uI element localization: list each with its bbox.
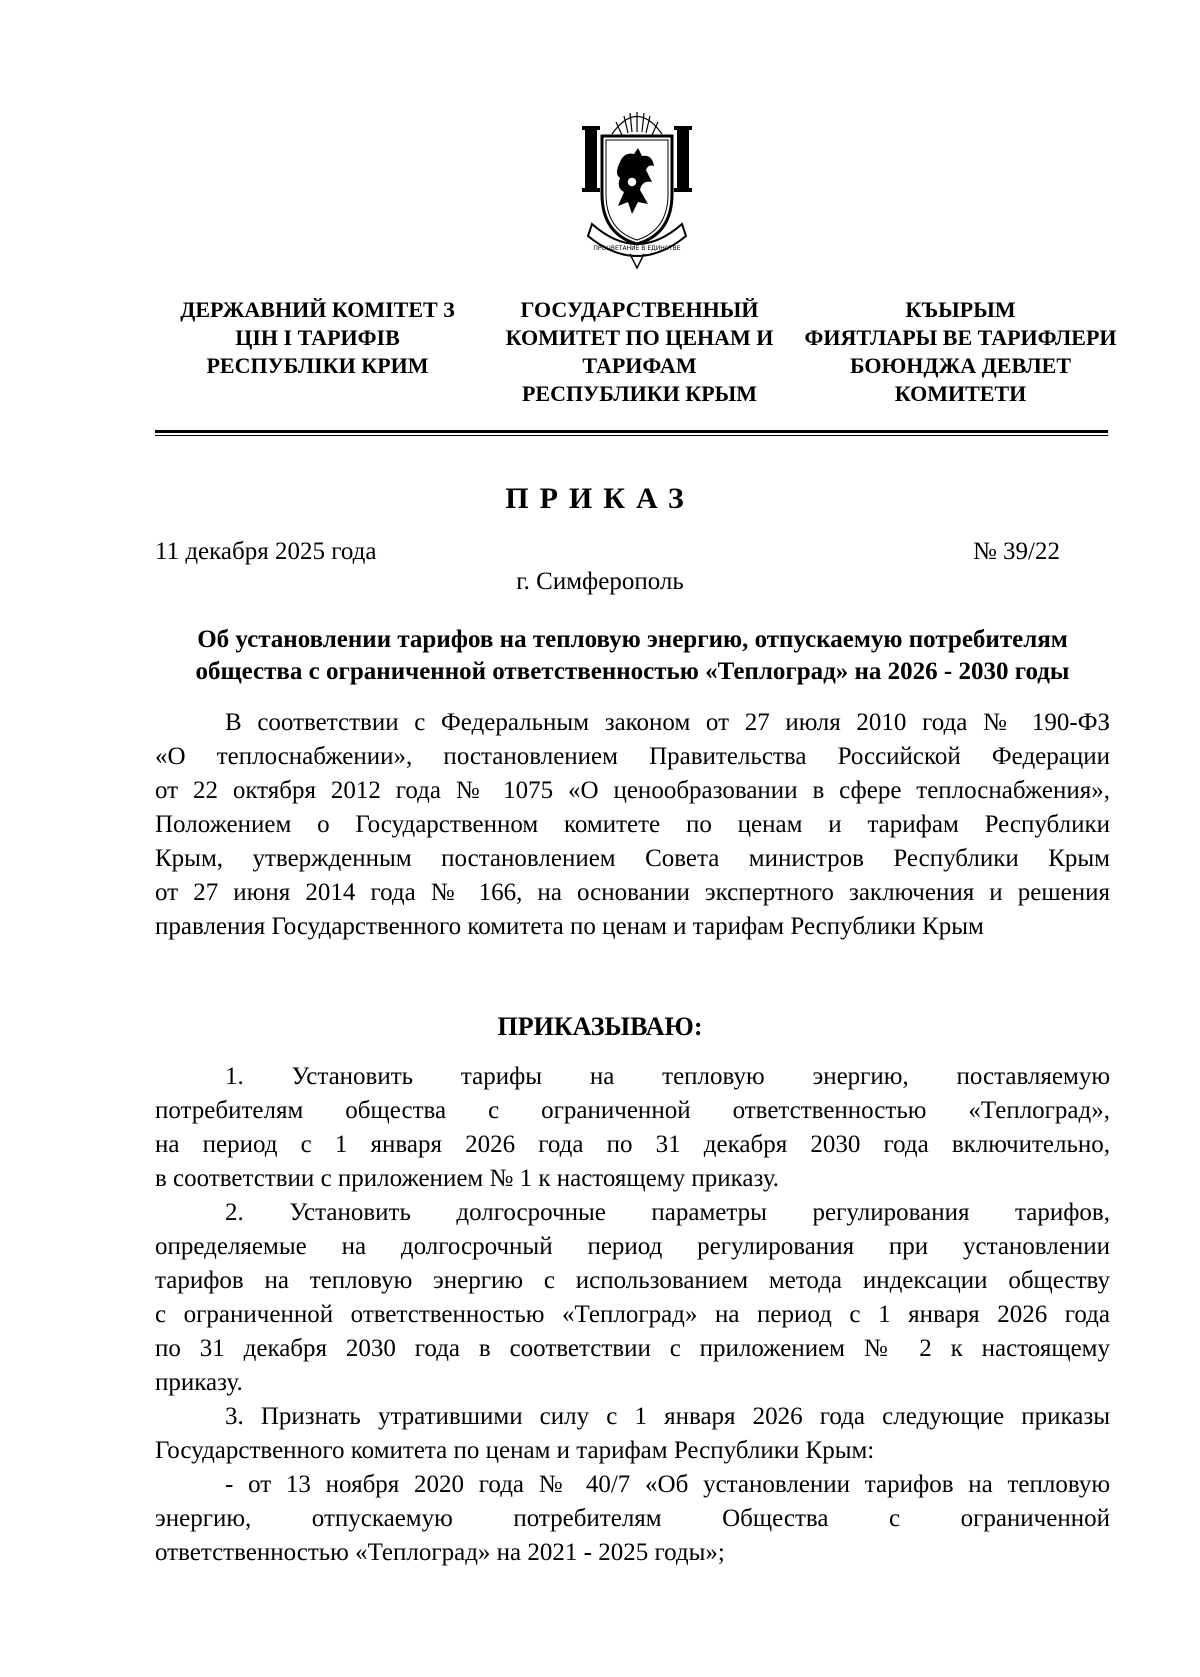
document-date: 11 декабря 2025 года — [155, 538, 377, 565]
header-divider-thick — [155, 430, 1108, 433]
item-1: 1. Установить тарифы на тепловую энергию, поставляемую — [225, 1063, 1110, 1090]
org-name-russian: ГОСУДАРСТВЕННЫЙ КОМИТЕТ ПО ЦЕНАМ И ТАРИФАМ РЕСПУБЛИКИ КРЫМ — [505, 297, 774, 406]
coat-of-arms-emblem — [572, 104, 702, 274]
document-city: г. Симферополь — [516, 568, 684, 595]
preamble-paragraph: В соответствии с Федеральным законом от 27 июля 2010 года № 190-ФЗ «О теплоснабжении», постановлением Правительства Российской Федерации от 22 октября 2012 года № 1075 «О ценообразовании в сфере теплоснабжения», Положением о Государственном комитете по ценам и тарифам Республики Крым, утвержденным постановлением Совета министров Республики Крым от 27 июня 2014 года № 166, на основании экспертного заключения и решения правления Государственного комитета по ценам и тарифам Республики Крым — [155, 709, 1110, 940]
document-subject: Об установлении тарифов на тепловую энергию, отпускаемую потребителям общества с ограниченной ответственностью «Теплоград» на 2026 - 2030 годы — [195, 626, 1070, 685]
org-name-crimean-tatar: КЪЫРЫМ ФИЯТЛАРЫ ВЕ ТАРИФЛЕРИ БОЮНДЖА ДЕВЛЕТ КОМИТЕТИ — [804, 297, 1117, 406]
header-divider-thin — [155, 435, 1108, 436]
item-2: 2. Установить долгосрочные параметры регулирования тарифов, — [225, 1199, 1110, 1226]
item-3-sub: - от 13 ноября 2020 года № 40/7 «Об установлении тарифов на тепловую — [225, 1471, 1110, 1498]
order-heading: ПРИКАЗЫВАЮ: — [497, 1012, 703, 1041]
emblem-ribbon-text: ПРОЦВЕТАНИЕ В ЕДИНСТВЕ — [593, 245, 681, 252]
org-name-ukrainian: ДЕРЖАВНИЙ КОМІТЕТ З ЦІН І ТАРИФІВ РЕСПУБЛІКИ КРИМ — [180, 297, 455, 378]
document-title: ПРИКАЗ — [505, 482, 695, 515]
order-items: 1. Установить тарифы на тепловую энергию, поставляемую потребителям общества с ограниченной ответственностью «Теплоград», на период с 1 января 2026 года по 31 декабря 2030 года включительно, в соответствии с приложением № 1 к настоящему приказу. 2. Установить долгосрочные параметры регулирования тарифов, определяемые на долгосрочный период регулирования при установлении тарифов на тепловую энергию с использованием метода индексации обществу с ограниченной ответственностью «Теплоград» на период с 1 января 2026 года по 31 декабря 2030 года в соответствии с приложением № 2 к настоящему приказу. 3. Признать утратившими силу с 1 января 2026 года следующие приказы Государственного комитета по ценам и тарифам Республики Крым: - от 13 ноября 2020 года № 40/7 «Об установлении тарифов на тепловую энергию, отпускаемую потребителям Общества с ограниченной ответственностью «Теплоград» на 2021 - 2025 годы»; — [155, 1060, 1110, 1570]
document-number: № 39/22 — [972, 538, 1060, 565]
item-3: 3. Признать утратившими силу с 1 января 2026 года следующие приказы — [225, 1403, 1110, 1430]
